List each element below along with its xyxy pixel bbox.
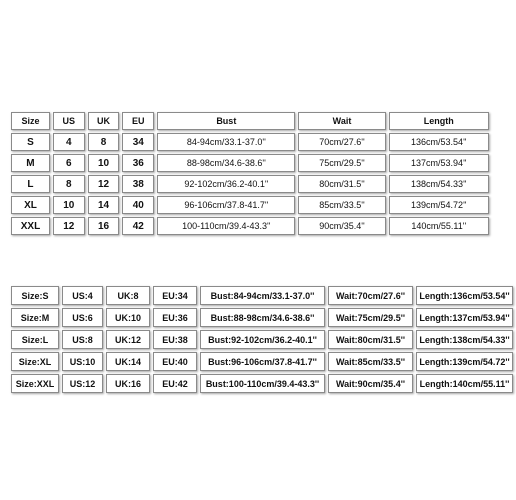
header-uk: UK (88, 112, 120, 130)
cell-wait: Wait:70cm/27.6'' (328, 286, 413, 305)
table-row (11, 196, 489, 214)
cell-bust: Bust:84-94cm/33.1-37.0'' (200, 286, 325, 305)
cell-us: US:12 (62, 374, 103, 393)
cell-wait: 70cm/27.6'' (298, 133, 385, 151)
cell-wait: 85cm/33.5'' (298, 196, 385, 214)
cell-eu: 36 (122, 154, 154, 172)
cell-eu: 38 (122, 175, 154, 193)
cell-uk: UK:10 (106, 308, 150, 327)
cell-wait: Wait:80cm/31.5'' (328, 330, 413, 349)
cell-uk: 14 (88, 196, 120, 214)
cell-size: Size:XL (11, 352, 59, 371)
cell-eu: 40 (122, 196, 154, 214)
cell-bust: Bust:92-102cm/36.2-40.1'' (200, 330, 325, 349)
header-eu: EU (122, 112, 154, 130)
cell-eu: EU:36 (153, 308, 197, 327)
cell-uk: UK:14 (106, 352, 150, 371)
cell-size: L (11, 175, 50, 193)
cell-uk: UK:12 (106, 330, 150, 349)
table-row (11, 352, 513, 371)
cell-uk: 8 (88, 133, 120, 151)
cell-us: US:8 (62, 330, 103, 349)
cell-length: 140cm/55.11'' (389, 217, 489, 235)
cell-uk: UK:8 (106, 286, 150, 305)
header-wait: Wait (298, 112, 385, 130)
cell-uk: 16 (88, 217, 120, 235)
cell-length: 136cm/53.54'' (389, 133, 489, 151)
cell-wait: 75cm/29.5'' (298, 154, 385, 172)
table-row (11, 154, 489, 172)
cell-bust: 92-102cm/36.2-40.1'' (157, 175, 295, 193)
cell-us: US:4 (62, 286, 103, 305)
cell-eu: EU:38 (153, 330, 197, 349)
cell-uk: UK:16 (106, 374, 150, 393)
table-row (11, 308, 513, 327)
cell-length: Length:138cm/54.33'' (416, 330, 513, 349)
cell-size: Size:S (11, 286, 59, 305)
cell-size: XXL (11, 217, 50, 235)
cell-wait: Wait:75cm/29.5'' (328, 308, 413, 327)
cell-length: Length:139cm/54.72'' (416, 352, 513, 371)
cell-size: XL (11, 196, 50, 214)
cell-eu: EU:40 (153, 352, 197, 371)
cell-size: M (11, 154, 50, 172)
cell-length: 137cm/53.94'' (389, 154, 489, 172)
cell-bust: 84-94cm/33.1-37.0'' (157, 133, 295, 151)
cell-bust: Bust:100-110cm/39.4-43.3'' (200, 374, 325, 393)
cell-us: US:10 (62, 352, 103, 371)
cell-us: 10 (53, 196, 85, 214)
cell-us: 8 (53, 175, 85, 193)
table-row (11, 133, 489, 151)
cell-size: Size:L (11, 330, 59, 349)
cell-size: Size:M (11, 308, 59, 327)
table-row (11, 217, 489, 235)
header-size: Size (11, 112, 50, 130)
cell-length: Length:136cm/53.54'' (416, 286, 513, 305)
cell-length: 138cm/54.33'' (389, 175, 489, 193)
labeled-size-chart-table (8, 283, 516, 396)
cell-eu: EU:42 (153, 374, 197, 393)
cell-bust: Bust:96-106cm/37.8-41.7'' (200, 352, 325, 371)
cell-wait: Wait:85cm/33.5'' (328, 352, 413, 371)
header-us: US (53, 112, 85, 130)
cell-bust: 100-110cm/39.4-43.3'' (157, 217, 295, 235)
header-length: Length (389, 112, 489, 130)
table-row (11, 286, 513, 305)
cell-length: Length:137cm/53.94'' (416, 308, 513, 327)
cell-size: S (11, 133, 50, 151)
cell-eu: 34 (122, 133, 154, 151)
cell-wait: 90cm/35.4'' (298, 217, 385, 235)
cell-length: Length:140cm/55.11'' (416, 374, 513, 393)
cell-uk: 10 (88, 154, 120, 172)
table-header-row (11, 112, 489, 130)
cell-us: 6 (53, 154, 85, 172)
size-chart-table (8, 109, 492, 238)
cell-eu: 42 (122, 217, 154, 235)
cell-bust: Bust:88-98cm/34.6-38.6'' (200, 308, 325, 327)
table-row (11, 330, 513, 349)
cell-bust: 88-98cm/34.6-38.6'' (157, 154, 295, 172)
cell-us: 4 (53, 133, 85, 151)
cell-wait: 80cm/31.5'' (298, 175, 385, 193)
cell-wait: Wait:90cm/35.4'' (328, 374, 413, 393)
cell-us: 12 (53, 217, 85, 235)
table-row (11, 175, 489, 193)
cell-uk: 12 (88, 175, 120, 193)
cell-size: Size:XXL (11, 374, 59, 393)
cell-eu: EU:34 (153, 286, 197, 305)
header-bust: Bust (157, 112, 295, 130)
table-row (11, 374, 513, 393)
cell-length: 139cm/54.72'' (389, 196, 489, 214)
cell-us: US:6 (62, 308, 103, 327)
cell-bust: 96-106cm/37.8-41.7'' (157, 196, 295, 214)
